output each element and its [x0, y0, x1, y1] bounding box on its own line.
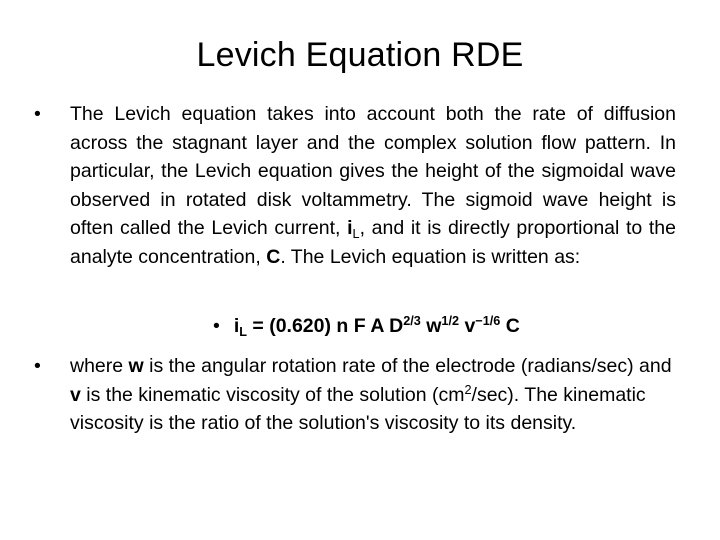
para2-part1: where — [70, 355, 129, 377]
paragraph-1-text — [70, 100, 676, 272]
bullet-paragraph-1 — [34, 100, 676, 272]
concentration-symbol: C — [266, 245, 281, 268]
para1-part1: The Levich equation takes into account both the rate of diffusion across the stagnant layer and the complex solution flow pattern. In particular, the Levich equation gives the height of the sigmoidal wave observed in rotated disk voltammetry. The sigmoid wave height is often called the Levich current, — [70, 103, 676, 240]
eq-c: C — [500, 315, 520, 337]
paragraph-2-text — [70, 352, 676, 438]
para2-part4: /sec). The kinematic viscosity is the ratio of the solution's viscosity to its density. — [70, 383, 646, 435]
eq-w-exponent: 1/2 — [441, 314, 460, 329]
para2-part3: is the kinematic viscosity of the solution (cm — [80, 383, 465, 406]
levich-equation — [213, 312, 520, 340]
angular-rate-symbol: w — [128, 355, 144, 377]
eq-w: w — [420, 315, 442, 337]
bullet-dot-icon: • — [213, 315, 220, 337]
levich-current-subscript: L — [352, 227, 360, 242]
para1-part3: . The Levich equation is written as: — [280, 245, 581, 268]
cm-exponent: 2 — [464, 382, 472, 397]
bullet-dot-icon: • — [34, 103, 41, 125]
para2-part2: is the angular rotation rate of the electrode (radians/sec) and — [143, 355, 672, 377]
eq-d-exponent: 2/3 — [403, 314, 421, 329]
eq-v: v — [459, 315, 476, 337]
eq-i: i — [233, 315, 240, 337]
viscosity-symbol: v — [70, 383, 81, 406]
eq-v-exponent: −1/6 — [475, 314, 501, 329]
slide-title: Levich Equation RDE — [196, 36, 524, 74]
bullet-dot-icon: • — [34, 355, 41, 377]
levich-current-symbol: i — [347, 217, 353, 240]
para1-part2: , and it is directly proportional to the analyte concentration, — [70, 217, 676, 268]
eq-i-subscript: L — [239, 324, 247, 339]
bullet-paragraph-2 — [34, 352, 676, 438]
eq-middle: = (0.620) n F A D — [246, 315, 404, 337]
